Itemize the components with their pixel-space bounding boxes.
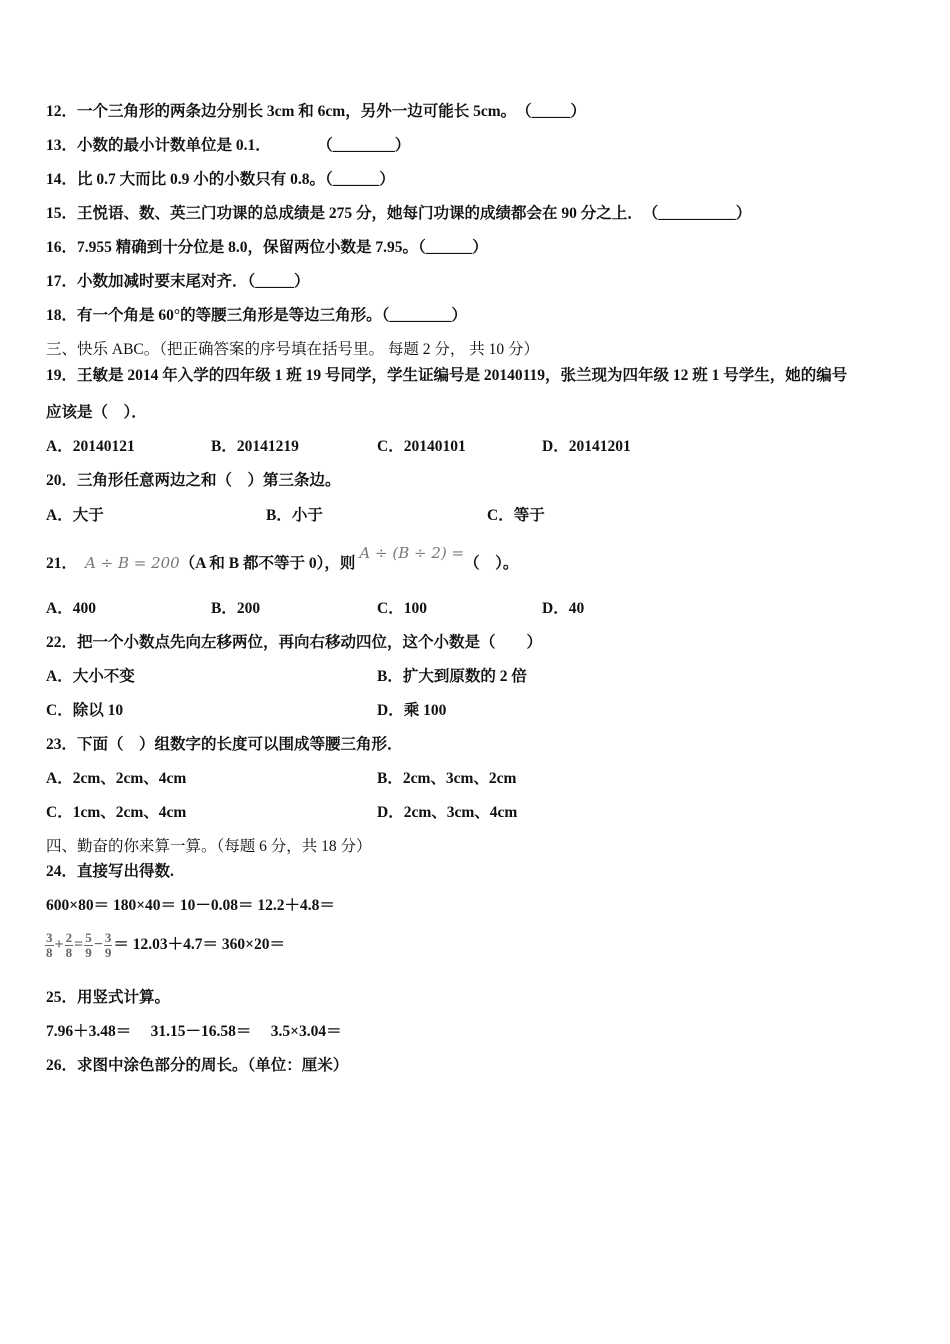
q22-option-c: C．除以 10 <box>46 702 124 719</box>
q22-option-b: B．扩大到原数的 2 倍 <box>377 668 527 685</box>
question-14: 14．比 0.7 大而比 0.9 小的小数只有 0.8。（______） <box>46 171 395 188</box>
question-19-line-2: 应该是（ ）． <box>46 404 147 421</box>
q20-option-b: B．小于 <box>266 507 323 524</box>
question-23: 23．下面（ ）组数字的长度可以围成等腰三角形． <box>46 736 403 753</box>
question-25: 25．用竖式计算。 <box>46 989 171 1006</box>
q24-calc-line-2 <box>44 926 285 964</box>
q22-option-d: D．乘 100 <box>377 702 447 719</box>
fraction-5-9: $\frac{5}{9}$ <box>85 929 92 960</box>
q21-number: 21． <box>46 555 78 572</box>
q21-middle-text: （A 和 B 都不等于 0），则 <box>179 555 356 572</box>
question-15: 15．王悦语、数、英三门功课的总成绩是 275 分，她每门功课的成绩都会在 90 分之上． （__________） <box>46 205 752 222</box>
q19-option-a: A．20140121 <box>46 438 135 455</box>
q21-formula-1: A ÷ B = 200 <box>85 554 180 572</box>
equals-sign: = <box>74 936 84 953</box>
question-24: 24．直接写出得数. <box>46 863 174 880</box>
q23-option-c: C．1cm、2cm、4cm <box>46 804 187 821</box>
question-20: 20．三角形任意两边之和（ ）第三条边。 <box>46 472 341 489</box>
fraction-3-8: $\frac{3}{8}$ <box>46 929 53 960</box>
question-21 <box>46 544 519 574</box>
q19-option-b: B．20141219 <box>211 438 299 455</box>
q19-option-d: D．20141201 <box>542 438 631 455</box>
q25-calc-line: 7.96＋3.48＝ 31.15－16.58＝ 3.5×3.04＝ <box>46 1023 342 1040</box>
q20-option-c: C．等于 <box>487 507 545 524</box>
plus-sign: + <box>54 936 64 953</box>
q23-option-d: D．2cm、3cm、4cm <box>377 804 518 821</box>
q21-formula-2: A ÷ (B ÷ 2) = <box>359 544 465 562</box>
q24-line-2-rest: ＝ 12.03＋4.7＝ 360×20＝ <box>113 936 285 953</box>
q20-option-a: A．大于 <box>46 507 104 524</box>
q21-option-d: D．40 <box>542 600 585 617</box>
fraction-2-8: $\frac{2}{8}$ <box>65 929 73 960</box>
question-26: 26．求图中涂色部分的周长。（单位：厘米） <box>46 1057 349 1074</box>
section-3-heading: 三、快乐 ABC。（把正确答案的序号填在括号里。 每题 2 分， 共 10 分） <box>46 341 539 358</box>
q21-option-c: C．100 <box>377 600 427 617</box>
question-18: 18．有一个角是 60°的等腰三角形是等边三角形。（________） <box>46 307 467 324</box>
q21-option-b: B．200 <box>211 600 261 617</box>
question-13: 13．小数的最小计数单位是 0.1． （________） <box>46 137 411 154</box>
section-4-heading: 四、勤奋的你来算一算。（每题 6 分，共 18 分） <box>46 838 372 855</box>
question-22: 22．把一个小数点先向左移两位，再向右移动四位，这个小数是（ ） <box>46 634 543 651</box>
q21-suffix: （ ）。 <box>464 555 519 572</box>
q23-option-b: B．2cm、3cm、2cm <box>377 770 517 787</box>
fraction-3-9: $\frac{3}{9}$ <box>104 929 112 960</box>
question-16: 16．7.955 精确到十分位是 8.0，保留两位小数是 7.95。（______） <box>46 239 488 256</box>
q24-calc-line-1: 600×80＝ 180×40＝ 10－0.08＝ 12.2＋4.8＝ <box>46 897 335 914</box>
q19-option-c: C．20140101 <box>377 438 466 455</box>
minus-sign: − <box>93 936 103 953</box>
q22-option-a: A．大小不变 <box>46 668 135 685</box>
question-12: 12．一个三角形的两条边分别长 3cm 和 6cm，另外一边可能长 5cm。 （_____） <box>46 103 586 120</box>
question-17: 17．小数加减时要末尾对齐．（_____） <box>46 273 310 290</box>
question-19-line-1: 19．王敏是 2014 年入学的四年级 1 班 19 号同学，学生证编号是 20140119，张兰现为四年级 12 班 1 号学生，她的编号 <box>46 367 848 384</box>
q21-option-a: A．400 <box>46 600 96 617</box>
q23-option-a: A．2cm、2cm、4cm <box>46 770 187 787</box>
